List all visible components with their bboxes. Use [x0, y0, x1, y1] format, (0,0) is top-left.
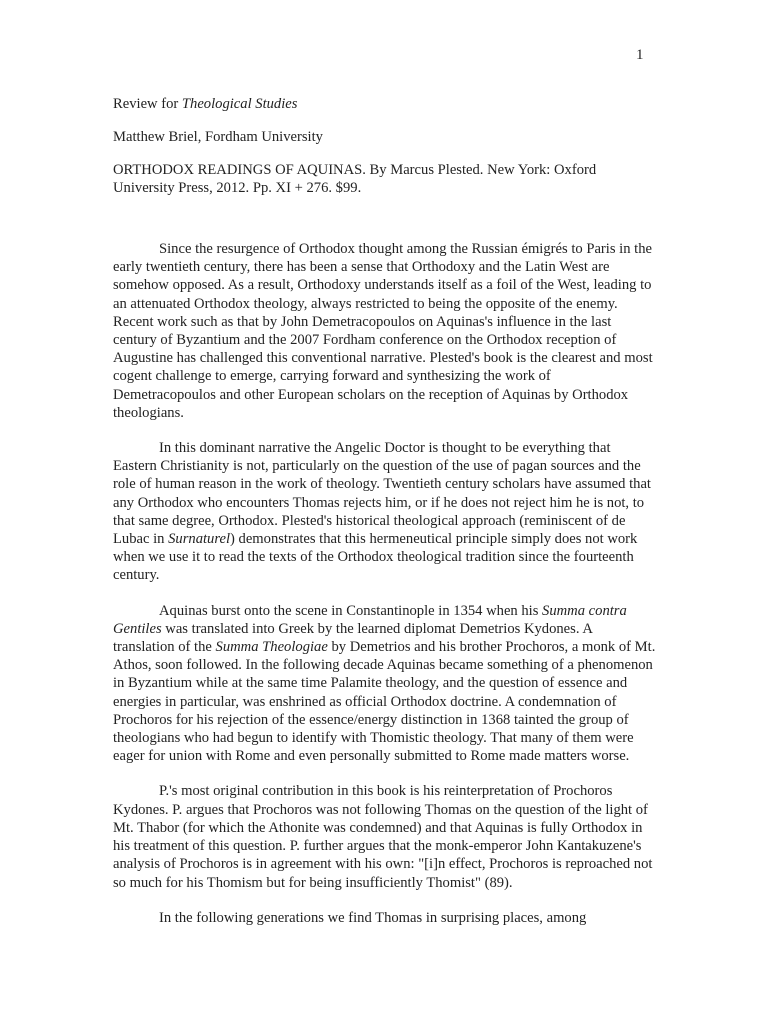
- summa-theologiae-title: Summa Theologiae: [215, 639, 328, 656]
- paragraph-3-text-a: Aquinas burst onto the scene in Constantinople in 1354 when his: [159, 602, 543, 619]
- review-label: Review for: [113, 96, 182, 112]
- paragraph-2-text-a: In this dominant narrative the Angelic Doctor is thought to be everything that Eastern Christianity is not, particularly on the question of the use of pagan sources and the role of human reason in the work of theology. Twentieth century scholars have assumed that any Orthodox who encounters Thomas rejects him, or if he does not reject him he is not, to that same degree, Orthodox. Plested's historical theological approach (reminiscent of de Lubac in: [113, 440, 651, 548]
- author-line: Matthew Briel, Fordham University: [113, 129, 323, 145]
- review-body: [113, 240, 657, 944]
- paragraph-2-text-b: ) demonstrates that this hermeneutical principle simply does not work when we use it to read the texts of the Orthodox theological tradition since the fourteenth century.: [113, 531, 638, 584]
- paragraph-5: In the following generations we find Thomas in surprising places, among: [159, 909, 587, 926]
- paragraph-3-text-b: was translated into Greek by the learned diplomat Demetrios Kydones. A translation of the: [113, 620, 593, 656]
- page-number: 1: [636, 47, 644, 63]
- review-heading: [113, 95, 297, 113]
- surnaturel-title: Surnaturel: [168, 531, 231, 548]
- paragraph-3-text-c: by Demetrios and his brother Prochoros, a monk of Mt. Athos, soon followed. In the following decade Aquinas became something of a phenomenon in Byzantium while at the same time Palamite theology, and the question of essence and energies in particular, was enshrined as official Orthodox doctrine. A condemnation of Prochoros for his rejection of the essence/energy distinction in 1368 tainted the group of theologians who had begun to identify with Thomistic theology. That many of them were eager for union with Rome and even personally submitted to Rome made matters worse.: [113, 639, 656, 765]
- journal-title: Theological Studies: [181, 96, 298, 112]
- citation-line-1: ORTHODOX READINGS OF AQUINAS. By Marcus Plested. New York: Oxford: [113, 162, 597, 178]
- paragraph-4: P.'s most original contribution in this book is his reinterpretation of Prochoros Kydones. P. argues that Prochoros was not following Thomas on the question of the light of Mt. Thabor (for which the Athonite was condemned) and that Aquinas is fully Orthodox in his treatment of this question. P. further argues that the monk-emperor John Kantakuzene's analysis of Prochoros is in agreement with his own: "[i]n effect, Prochoros is reproached not so much for his Thomism but for being insufficiently Thomist" (89).: [113, 783, 653, 891]
- summa-contra-gentiles-title: Summa contra Gentiles: [113, 602, 627, 637]
- paragraph-1: Since the resurgence of Orthodox thought among the Russian émigrés to Paris in the early twentieth century, there has been a sense that Orthodoxy and the Latin West are somehow opposed. As a result, Orthodoxy understands itself as a foil of the West, leading to an attenuated Orthodox theology, always restricted to being the opposite of the enemy. Recent work such as that by John Demetracopoulos on Aquinas's influence in the last century of Byzantium and the 2007 Fordham conference on the Orthodox reception of Augustine has challenged this conventional narrative. Plested's book is the clearest and most cogent challenge to emerge, carrying forward and synthesizing the work of Demetracopoulos and other European scholars on the reception of Aquinas by Orthodox theologians.: [113, 241, 653, 421]
- citation-line-2: University Press, 2012. Pp. XI + 276. $99.: [113, 180, 362, 196]
- paragraph-3: [113, 602, 657, 766]
- paragraph-2: [113, 439, 657, 585]
